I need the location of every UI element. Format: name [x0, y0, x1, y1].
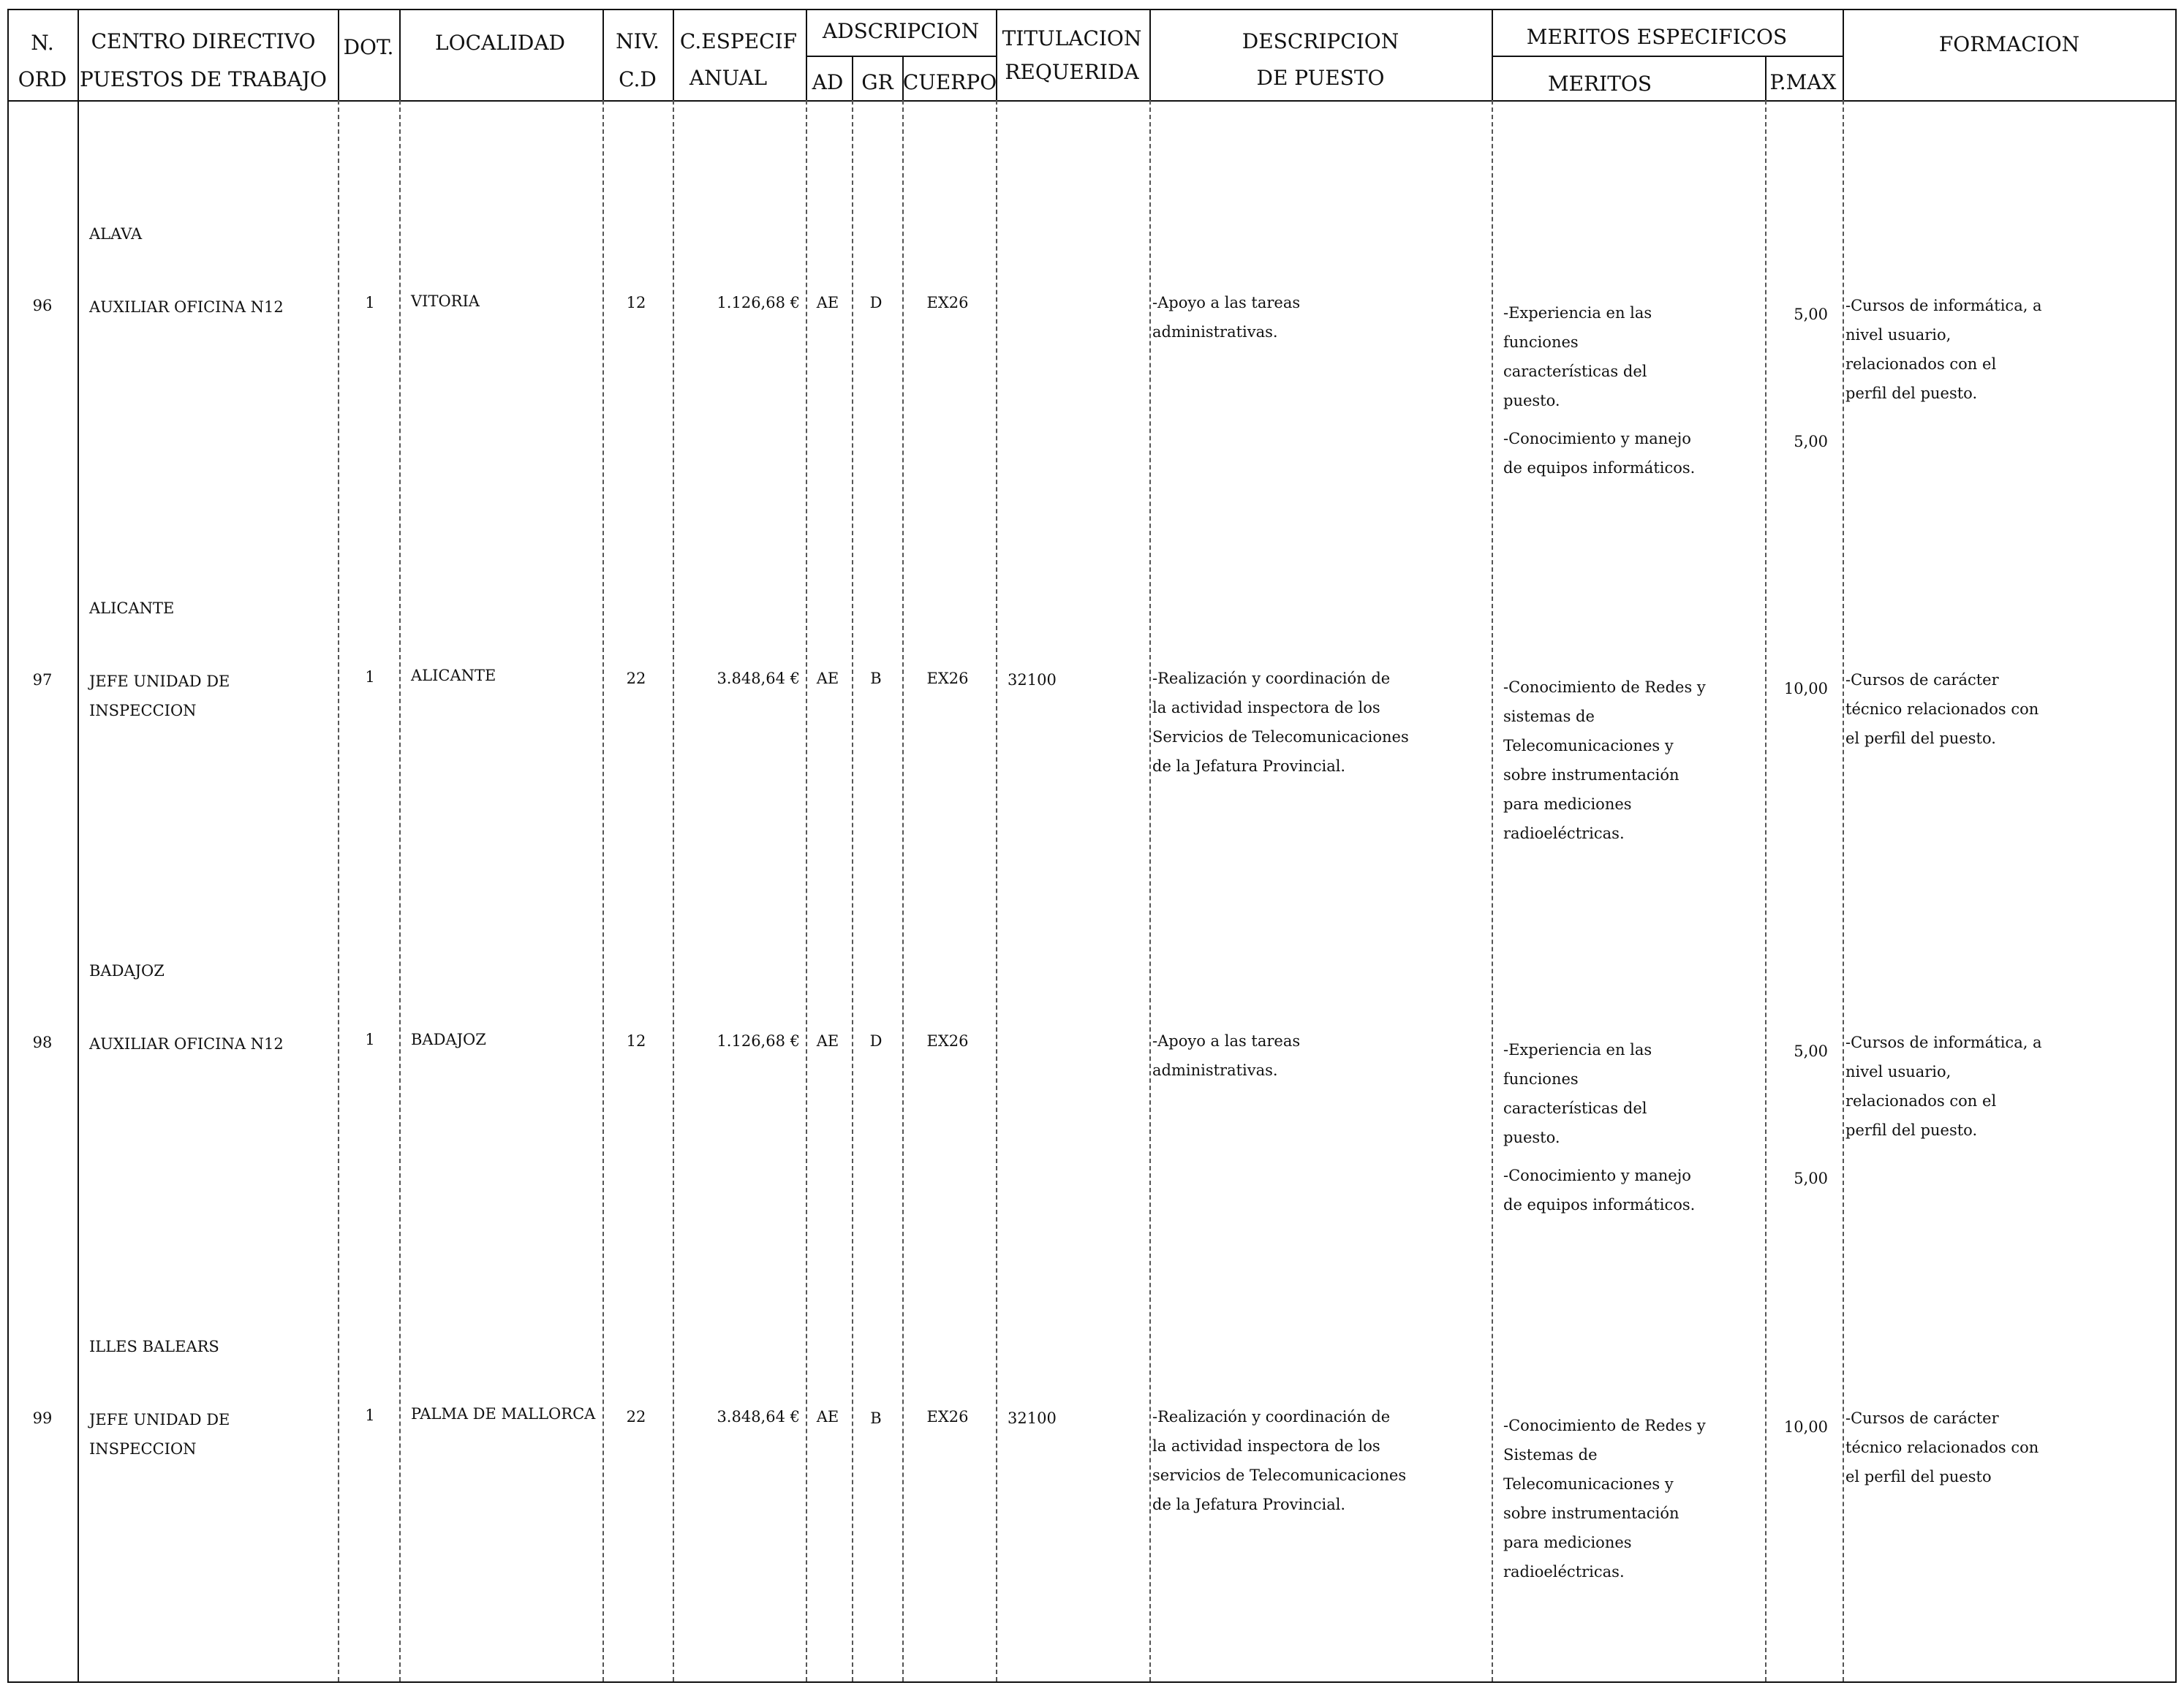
merito-pmax: 10,00 [1783, 680, 1828, 697]
localidad: ALICANTE [411, 667, 496, 684]
merito-line: puesto. [1503, 1129, 1560, 1146]
header-divider-ad-gr [852, 56, 853, 101]
header-gr: GR [861, 70, 893, 94]
header-col-border [673, 9, 674, 101]
dotacion: 1 [365, 1407, 375, 1424]
header-formacion: FORMACION [1938, 32, 2080, 56]
adscripcion-gr: B [870, 1409, 882, 1427]
adscripcion-cuerpo: EX26 [926, 670, 969, 687]
merito-line: funciones [1503, 1070, 1579, 1088]
descripcion-line: -Realización y coordinación de [1152, 670, 1391, 687]
localidad: PALMA DE MALLORCA [411, 1405, 596, 1423]
c-especifico: 3.848,64 € [717, 1408, 800, 1426]
merito-pmax: 5,00 [1794, 433, 1828, 450]
formacion-line: nivel usuario, [1845, 1063, 1951, 1080]
row-number: 99 [32, 1409, 53, 1427]
table-top-border [7, 9, 2177, 10]
table-left-border [7, 9, 9, 1683]
descripcion-line: -Apoyo a las tareas [1152, 1032, 1301, 1050]
merito-pmax: 5,00 [1794, 1042, 1828, 1060]
body-col-rule [806, 100, 807, 1681]
merito-line: sobre instrumentación [1503, 1505, 1679, 1522]
header-localidad: LOCALIDAD [435, 31, 565, 55]
puesto-line: JEFE UNIDAD DE [89, 1411, 230, 1428]
body-col-rule [399, 100, 401, 1681]
province-label: ALAVA [89, 225, 143, 243]
header-meritos-especificos: MERITOS ESPECIFICOS [1526, 25, 1788, 49]
merito-line: -Experiencia en las [1503, 1041, 1652, 1059]
formacion-line: nivel usuario, [1845, 326, 1951, 344]
body-col-rule [673, 100, 674, 1681]
formacion-line: el perfil del puesto [1845, 1468, 1992, 1485]
header-requerida: REQUERIDA [1005, 60, 1139, 84]
descripcion-line: la actividad inspectora de los [1152, 699, 1380, 716]
merito-line: -Conocimiento y manejo [1503, 430, 1691, 447]
formacion-line: relacionados con el [1845, 1092, 1997, 1110]
localidad: BADAJOZ [411, 1031, 486, 1048]
header-divider-meritos-pmax [1765, 56, 1767, 101]
descripcion-line: administrativas. [1152, 323, 1278, 341]
formacion-line: -Cursos de informática, a [1845, 1034, 2042, 1051]
table-right-border [2175, 9, 2177, 1683]
header-n-ord-line1: N. [31, 31, 54, 55]
puesto-line: INSPECCION [89, 1440, 197, 1458]
province-label: ALICANTE [89, 599, 175, 617]
dotacion: 1 [365, 668, 375, 686]
adscripcion-gr: D [869, 294, 883, 311]
province-label: BADAJOZ [89, 962, 165, 980]
adscripcion-cuerpo: EX26 [926, 1408, 969, 1426]
meritos-sub-divider [1492, 56, 1843, 57]
body-col-rule [996, 100, 997, 1681]
merito-line: radioeléctricas. [1503, 1563, 1625, 1581]
descripcion-line: la actividad inspectora de los [1152, 1437, 1380, 1455]
row-number: 98 [32, 1034, 53, 1051]
header-col-border [338, 9, 339, 101]
formacion-line: relacionados con el [1845, 355, 1997, 373]
merito-line: sobre instrumentación [1503, 766, 1679, 784]
adscripcion-sub-divider [806, 56, 996, 57]
merito-pmax: 10,00 [1783, 1418, 1828, 1436]
formacion-line: el perfil del puesto. [1845, 730, 1996, 747]
body-col-rule [602, 100, 604, 1681]
titulacion: 32100 [1008, 671, 1057, 689]
adscripcion-cuerpo: EX26 [926, 294, 969, 311]
header-col-border [806, 9, 807, 101]
adscripcion-gr: D [869, 1032, 883, 1050]
puesto-line: INSPECCION [89, 702, 197, 719]
descripcion-line: de la Jefatura Provincial. [1152, 757, 1346, 775]
header-dot: DOT. [343, 35, 394, 59]
formacion-line: técnico relacionados con [1845, 1439, 2039, 1456]
adscripcion-ad: AE [816, 294, 839, 311]
dotacion: 1 [365, 1031, 375, 1048]
merito-line: Telecomunicaciones y [1503, 737, 1674, 754]
descripcion-line: servicios de Telecomunicaciones [1152, 1466, 1407, 1484]
descripcion-line: de la Jefatura Provincial. [1152, 1496, 1346, 1513]
merito-line: radioeléctricas. [1503, 825, 1625, 842]
puesto-line: AUXILIAR OFICINA N12 [89, 1035, 284, 1053]
body-col-rule [902, 100, 904, 1681]
header-col-border [78, 9, 79, 101]
merito-line: -Conocimiento de Redes y [1503, 1417, 1706, 1434]
row-number: 97 [32, 671, 53, 689]
header-cuerpo: CUERPO [902, 70, 997, 94]
formacion-line: técnico relacionados con [1845, 700, 2039, 718]
header-meritos: MERITOS [1547, 72, 1652, 96]
descripcion-line: -Realización y coordinación de [1152, 1408, 1391, 1426]
header-n-ord-line2: ORD [18, 67, 67, 91]
header-descripcion: DESCRIPCION [1242, 29, 1399, 53]
body-col-rule [852, 100, 853, 1681]
header-col-border [1492, 9, 1493, 101]
c-especifico: 1.126,68 € [717, 294, 800, 311]
formacion-line: -Cursos de carácter [1845, 1409, 1999, 1427]
formacion-line: -Cursos de informática, a [1845, 297, 2042, 314]
header-nivel-line2: C.D [619, 67, 657, 91]
adscripcion-gr: B [870, 670, 882, 687]
adscripcion-ad: AE [816, 1032, 839, 1050]
merito-pmax: 5,00 [1794, 1170, 1828, 1187]
body-col-rule [1765, 100, 1767, 1681]
merito-line: Sistemas de [1503, 1446, 1598, 1464]
header-ad: AD [812, 70, 844, 94]
descripcion-line: Servicios de Telecomunicaciones [1152, 728, 1409, 746]
merito-line: sistemas de [1503, 708, 1595, 725]
nivel: 12 [626, 1032, 646, 1050]
row-number: 96 [32, 297, 53, 314]
merito-line: -Experiencia en las [1503, 304, 1652, 322]
descripcion-line: -Apoyo a las tareas [1152, 294, 1301, 311]
body-col-rule [1843, 100, 1844, 1681]
descripcion-line: administrativas. [1152, 1061, 1278, 1079]
header-puestos-de-trabajo: PUESTOS DE TRABAJO [79, 67, 328, 91]
header-pmax: P.MAX [1769, 70, 1837, 94]
body-col-rule [338, 100, 339, 1681]
titulacion: 32100 [1008, 1409, 1057, 1427]
dotacion: 1 [365, 294, 375, 311]
merito-pmax: 5,00 [1794, 306, 1828, 323]
merito-line: características del [1503, 1100, 1647, 1117]
province-label: ILLES BALEARS [89, 1338, 219, 1355]
formacion-line: -Cursos de carácter [1845, 671, 1999, 689]
adscripcion-ad: AE [816, 1408, 839, 1426]
merito-line: características del [1503, 363, 1647, 380]
header-de-puesto: DE PUESTO [1256, 66, 1385, 90]
merito-line: funciones [1503, 333, 1579, 351]
header-centro-directivo: CENTRO DIRECTIVO [91, 29, 316, 53]
header-col-border [399, 9, 401, 101]
body-col-rule [1149, 100, 1151, 1681]
nivel: 22 [626, 670, 646, 687]
nivel: 12 [626, 294, 646, 311]
body-col-rule [1492, 100, 1493, 1681]
adscripcion-ad: AE [816, 670, 839, 687]
header-c-especifico-line1: C.ESPECIF [679, 29, 798, 53]
table-bottom-border [7, 1681, 2177, 1683]
merito-line: Telecomunicaciones y [1503, 1475, 1674, 1493]
puesto-line: JEFE UNIDAD DE [89, 673, 230, 690]
header-titulacion: TITULACION [1002, 26, 1142, 50]
formacion-line: perfil del puesto. [1845, 1121, 1978, 1139]
merito-line: para mediciones [1503, 795, 1632, 813]
c-especifico: 3.848,64 € [717, 670, 800, 687]
localidad: VITORIA [411, 292, 480, 310]
formacion-line: perfil del puesto. [1845, 385, 1978, 402]
merito-line: de equipos informáticos. [1503, 1196, 1696, 1214]
header-bottom-border [7, 100, 2177, 102]
merito-line: para mediciones [1503, 1534, 1632, 1551]
header-col-border [1843, 9, 1844, 101]
header-adscripcion: ADSCRIPCION [822, 19, 980, 43]
merito-line: -Conocimiento de Redes y [1503, 678, 1706, 696]
header-col-border [602, 9, 604, 101]
header-c-especifico-line2: ANUAL [689, 66, 768, 90]
c-especifico: 1.126,68 € [717, 1032, 800, 1050]
merito-line: -Conocimiento y manejo [1503, 1167, 1691, 1184]
merito-line: puesto. [1503, 392, 1560, 409]
body-col-border [78, 100, 79, 1683]
puesto-line: AUXILIAR OFICINA N12 [89, 298, 284, 316]
header-col-border [1149, 9, 1151, 101]
merito-line: de equipos informáticos. [1503, 459, 1696, 477]
adscripcion-cuerpo: EX26 [926, 1032, 969, 1050]
nivel: 22 [626, 1408, 646, 1426]
header-nivel-line1: NIV. [616, 29, 660, 53]
